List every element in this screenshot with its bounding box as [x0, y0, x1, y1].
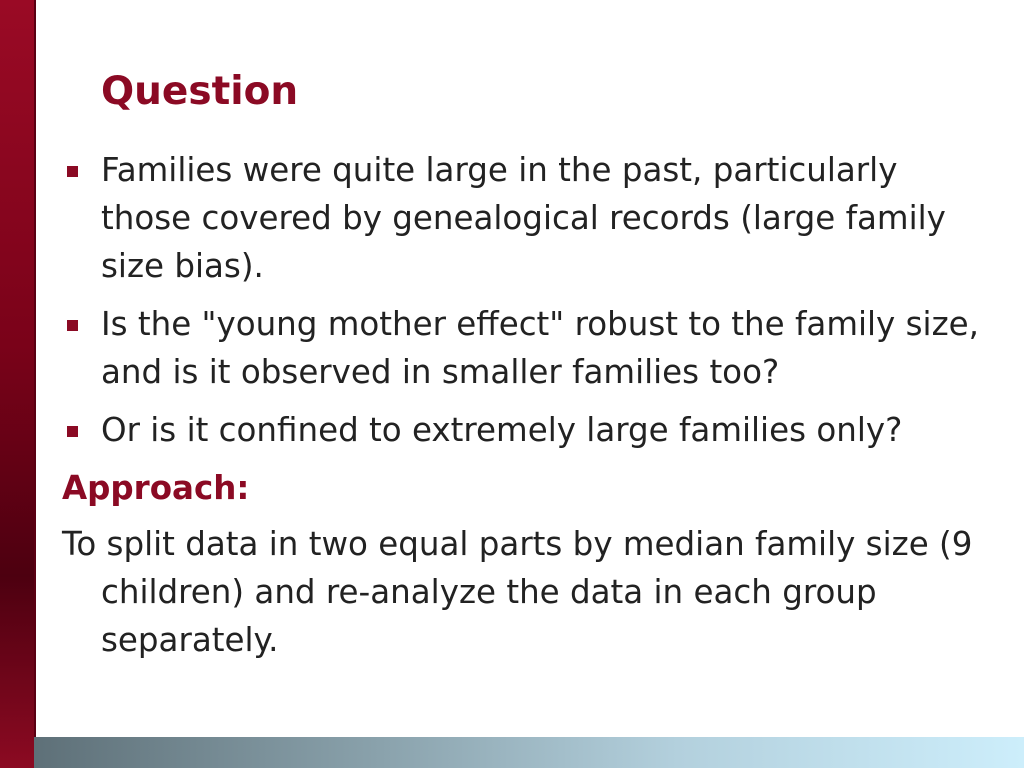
bottom-gradient-bar: [34, 737, 1024, 768]
slide-title: Question: [101, 69, 299, 114]
bullet-text: Families were quite large in the past, particularly those covered by genealogical records (large family size bias).: [101, 151, 946, 285]
list-item: [62, 406, 982, 454]
left-accent-bar: [0, 0, 36, 768]
square-bullet-icon: [67, 426, 78, 437]
bullet-list: [62, 146, 982, 454]
bullet-text: Is the "young mother effect" robust to the family size, and is it observed in smaller families too?: [101, 305, 979, 391]
slide-content: [62, 146, 982, 664]
bullet-text: Or is it confined to extremely large families only?: [101, 411, 903, 449]
square-bullet-icon: [67, 166, 78, 177]
list-item: [62, 300, 982, 396]
approach-text: To split data in two equal parts by median family size (9 children) and re-analyze the data in each group separately.: [62, 525, 973, 659]
list-item: [62, 146, 982, 290]
approach-heading: Approach:: [62, 469, 250, 507]
square-bullet-icon: [67, 320, 78, 331]
